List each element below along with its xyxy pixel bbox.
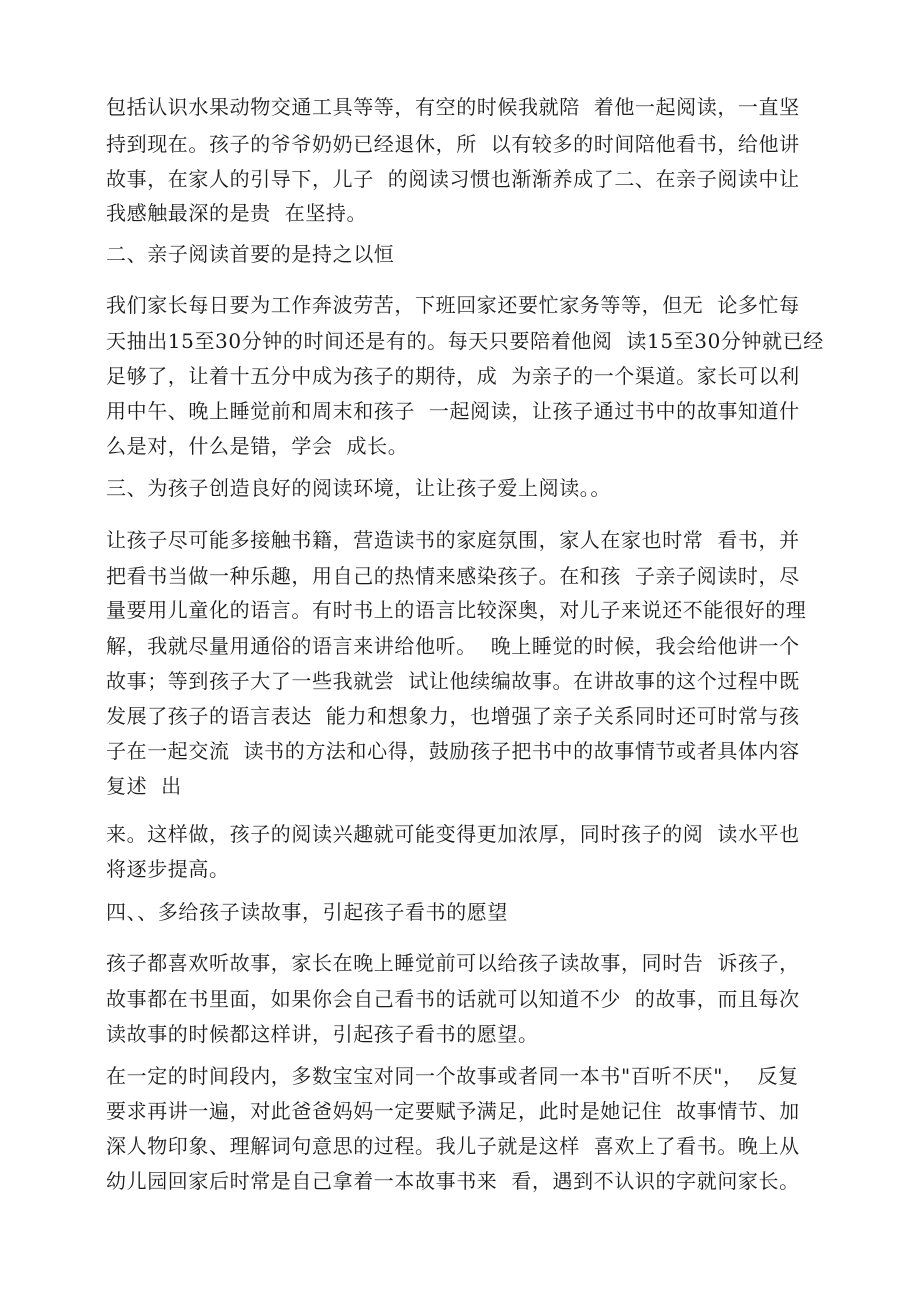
paragraph-2-line-5: 么是对，什么是错，学会 成长。 — [106, 434, 409, 458]
paragraph-3-line-7: 子在一起交流 读书的方法和心得，鼓励孩子把书中的故事情节或者具体内容 — [106, 739, 800, 763]
paragraph-2-line-4: 用中午、晚上睡觉前和周末和孩子 一起阅读，让孩子通过书中的故事知道什 — [106, 399, 800, 423]
paragraph-6-line-4: 幼儿园回家后时常是自己拿着一本故事书来 看，遇到不认识的字就问家长。 — [106, 1169, 800, 1193]
paragraph-6-line-2: 要求再讲一遍，对此爸爸妈妈一定要赋予满足，此时是她记住 故事情节、加 — [106, 1099, 800, 1123]
paragraph-1-line-1: 包括认识水果动物交通工具等等，有空的时候我就陪 着他一起阅读，一直坚 — [106, 95, 800, 119]
paragraph-6-line-3: 深人物印象、理解词句意思的过程。我儿子就是这样 喜欢上了看书。晚上从 — [106, 1134, 800, 1158]
section-heading-4: 四、、多给孩子读故事，引起孩子看书的愿望 — [106, 900, 508, 924]
paragraph-3-line-2: 把看书当做一种乐趣，用自己的热情来感染孩子。在和孩 子亲子阅读时，尽 — [106, 564, 800, 588]
paragraph-1-line-4: 我感触最深的是贵 在坚持。 — [106, 201, 368, 225]
paragraph-2-line-1: 我们家长每日要为工作奔波劳苦，下班回家还要忙家务等等，但无 论多忙每 — [106, 293, 800, 317]
paragraph-4-line-2: 将逐步提高。 — [106, 857, 230, 881]
paragraph-3-line-8: 复述 出 — [106, 774, 182, 798]
paragraph-3-line-4: 解，我就尽量用通俗的语言来讲给他听。 晚上睡觉的时候，我会给他讲一个 — [106, 634, 800, 658]
paragraph-3-line-3: 量要用儿童化的语言。有时书上的语言比较深奥，对儿子来说还不能很好的理 — [106, 598, 807, 622]
paragraph-3-line-5: 故事；等到孩子大了一些我就尝 试让他续编故事。在讲故事的这个过程中既 — [106, 669, 800, 693]
paragraph-2-line-3: 足够了，让着十五分中成为孩子的期待，成 为亲子的一个渠道。家长可以利 — [106, 364, 800, 388]
section-heading-2: 二、亲子阅读首要的是持之以恒 — [106, 242, 395, 266]
paragraph-1-line-2: 持到现在。孩子的爷爷奶奶已经退休，所 以有较多的时间陪他看书，给他讲 — [106, 132, 800, 156]
paragraph-3-line-1: 让孩子尽可能多接触书籍，营造读书的家庭氛围，家人在家也时常 看书，并 — [106, 528, 800, 552]
paragraph-5-line-3: 读故事的时候都这样讲，引起孩子看书的愿望。 — [106, 1022, 539, 1046]
paragraph-2-line-2: 天抽出15至30分钟的时间还是有的。每天只要陪着他阅 读15至30分钟就已经 — [106, 329, 824, 353]
paragraph-5-line-1: 孩子都喜欢听故事，家长在晚上睡觉前可以给孩子读故事，同时告 诉孩子， — [106, 951, 800, 975]
paragraph-5-line-2: 故事都在书里面，如果你会自己看书的话就可以知道不少 的故事，而且每次 — [106, 987, 800, 1011]
paragraph-1-line-3: 故事，在家人的引导下，儿子 的阅读习惯也渐渐养成了二、在亲子阅读中让 — [106, 167, 800, 191]
paragraph-3-line-6: 发展了孩子的语言表达 能力和想象力，也增强了亲子关系同时还可时常与孩 — [106, 704, 800, 728]
paragraph-4-line-1: 来。这样做，孩子的阅读兴趣就可能变得更加浓厚，同时孩子的阅 读水平也 — [106, 822, 800, 846]
section-heading-3: 三、为孩子创造良好的阅读环境，让让孩子爱上阅读。。 — [106, 476, 611, 500]
paragraph-6-line-1: 在一定的时间段内，多数宝宝对同一个故事或者同一本书"百听不厌"， 反复 — [106, 1064, 799, 1088]
